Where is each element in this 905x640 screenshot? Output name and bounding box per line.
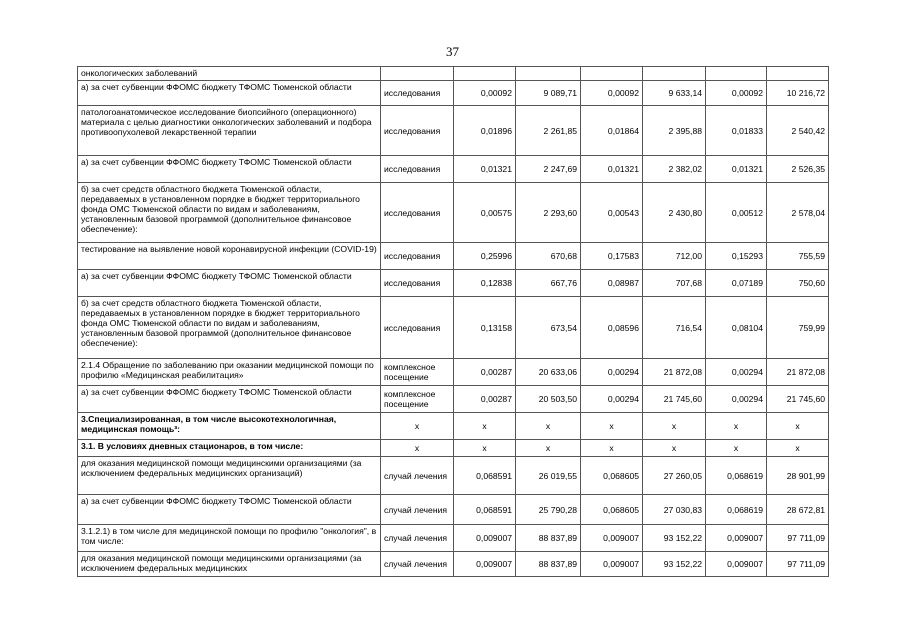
row-value: 0,00287	[454, 359, 516, 386]
row-unit: случай лечения	[381, 495, 454, 525]
row-value: 9 089,71	[516, 81, 581, 106]
row-unit: исследования	[381, 106, 454, 156]
row-value: 0,068605	[581, 457, 643, 495]
page-number: 37	[446, 44, 459, 59]
row-description: а) за счет субвенции ФФОМС бюджету ТФОМС Тюменской области	[78, 270, 381, 297]
row-unit: исследования	[381, 183, 454, 243]
row-value: 9 633,14	[643, 81, 706, 106]
row-unit: исследования	[381, 243, 454, 270]
row-unit: комплексное посещение	[381, 359, 454, 386]
row-value: 0,00294	[581, 386, 643, 413]
row-value: 2 540,42	[767, 106, 829, 156]
row-value: х	[516, 440, 581, 457]
row-description: б) за счет средств областного бюджета Тюменской области, передаваемых в установленном порядке в бюджет территориального фонда ОМС Тюменской области по видам и заболеваниям, установленным базовой программой (дополнительное финансовое обеспечение):	[78, 297, 381, 359]
row-value: 750,60	[767, 270, 829, 297]
row-unit: исследования	[381, 81, 454, 106]
row-value: 0,01896	[454, 106, 516, 156]
row-value: 0,00092	[454, 81, 516, 106]
row-unit: исследования	[381, 297, 454, 359]
table-row	[78, 413, 829, 440]
row-value: 93 152,22	[643, 525, 706, 552]
row-value: 0,08987	[581, 270, 643, 297]
row-value: 0,068619	[706, 457, 767, 495]
row-value: х	[767, 440, 829, 457]
row-value: 97 711,09	[767, 552, 829, 577]
row-value: 0,08104	[706, 297, 767, 359]
row-description: 3.1. В условиях дневных стационаров, в том числе:	[78, 440, 381, 457]
row-value: х	[516, 413, 581, 440]
row-value: 21 872,08	[767, 359, 829, 386]
row-value: 670,68	[516, 243, 581, 270]
row-description: тестирование на выявление новой коронавирусной инфекции (COVID-19)	[78, 243, 381, 270]
row-unit: х	[381, 413, 454, 440]
row-value: 0,00092	[706, 81, 767, 106]
row-unit: случай лечения	[381, 552, 454, 577]
row-value: 0,00294	[706, 386, 767, 413]
table-row	[78, 495, 829, 525]
row-value: 0,00294	[706, 359, 767, 386]
row-value: 0,01864	[581, 106, 643, 156]
row-value: 0,068605	[581, 495, 643, 525]
table-row	[78, 243, 829, 270]
row-value: 673,54	[516, 297, 581, 359]
row-value: 2 578,04	[767, 183, 829, 243]
row-value: х	[454, 440, 516, 457]
row-value: 93 152,22	[643, 552, 706, 577]
row-value: 0,07189	[706, 270, 767, 297]
row-unit: случай лечения	[381, 457, 454, 495]
row-description: для оказания медицинской помощи медицинскими организациями (за исключением федеральных медицинских	[78, 552, 381, 577]
row-value: 755,59	[767, 243, 829, 270]
table-row	[78, 457, 829, 495]
row-value: 0,17583	[581, 243, 643, 270]
row-value	[643, 67, 706, 81]
row-value: 0,01321	[706, 156, 767, 183]
row-value: 712,00	[643, 243, 706, 270]
row-value: 707,68	[643, 270, 706, 297]
row-value: 2 382,02	[643, 156, 706, 183]
row-value: 25 790,28	[516, 495, 581, 525]
row-value: 27 030,83	[643, 495, 706, 525]
row-value	[767, 67, 829, 81]
row-description: а) за счет субвенции ФФОМС бюджету ТФОМС Тюменской области	[78, 386, 381, 413]
row-description: а) за счет субвенции ФФОМС бюджету ТФОМС Тюменской области	[78, 495, 381, 525]
financing-table	[77, 66, 829, 577]
table-row	[78, 156, 829, 183]
row-value: 0,00294	[581, 359, 643, 386]
table-row	[78, 106, 829, 156]
row-value: 21 745,60	[643, 386, 706, 413]
row-value: 2 261,85	[516, 106, 581, 156]
row-description: б) за счет средств областного бюджета Тюменской области, передаваемых в установленном порядке в бюджет территориального фонда ОМС Тюменской области по видам и заболеваниям, установленным базовой программой (дополнительное финансовое обеспечение):	[78, 183, 381, 243]
table-row	[78, 359, 829, 386]
table-row	[78, 81, 829, 106]
table-row	[78, 270, 829, 297]
row-value	[581, 67, 643, 81]
row-value: 759,99	[767, 297, 829, 359]
row-value: 28 672,81	[767, 495, 829, 525]
row-value: 2 430,80	[643, 183, 706, 243]
row-value: 0,009007	[454, 552, 516, 577]
row-unit: случай лечения	[381, 525, 454, 552]
row-value: 0,01833	[706, 106, 767, 156]
row-unit: х	[381, 440, 454, 457]
table-row	[78, 440, 829, 457]
row-value: 21 872,08	[643, 359, 706, 386]
row-value: 2 293,60	[516, 183, 581, 243]
row-value: 20 503,50	[516, 386, 581, 413]
row-value: х	[454, 413, 516, 440]
row-value: 2 247,69	[516, 156, 581, 183]
row-value: х	[706, 413, 767, 440]
table-row	[78, 183, 829, 243]
row-description: для оказания медицинской помощи медицинскими организациями (за исключением федеральных медицинских организаций)	[78, 457, 381, 495]
row-value: 0,01321	[581, 156, 643, 183]
row-value: 27 260,05	[643, 457, 706, 495]
row-description: онкологических заболеваний	[78, 67, 381, 81]
row-unit: комплексное посещение	[381, 386, 454, 413]
row-value	[516, 67, 581, 81]
row-value: х	[767, 413, 829, 440]
row-value: 97 711,09	[767, 525, 829, 552]
row-value: 0,068619	[706, 495, 767, 525]
row-value: 667,76	[516, 270, 581, 297]
row-value: 0,00543	[581, 183, 643, 243]
row-unit: исследования	[381, 156, 454, 183]
table-row	[78, 297, 829, 359]
row-value	[454, 67, 516, 81]
row-value: 0,068591	[454, 457, 516, 495]
row-value: 26 019,55	[516, 457, 581, 495]
table-row	[78, 525, 829, 552]
row-value: х	[643, 413, 706, 440]
row-unit	[381, 67, 454, 81]
row-value: 0,13158	[454, 297, 516, 359]
row-value	[706, 67, 767, 81]
row-value: 0,009007	[581, 552, 643, 577]
row-value: 28 901,99	[767, 457, 829, 495]
row-value: х	[581, 440, 643, 457]
row-value: 10 216,72	[767, 81, 829, 106]
table-row	[78, 386, 829, 413]
row-value: 0,009007	[581, 525, 643, 552]
row-value: х	[706, 440, 767, 457]
row-description: 3.1.2.1) в том числе для медицинской помощи по профилю "онкология", в том числе:	[78, 525, 381, 552]
row-description: патологоанатомическое исследование биопсийного (операционного) материала с целью диагностики онкологических заболеваний и подбора противоопухолевой лекарственной терапии	[78, 106, 381, 156]
row-value: 20 633,06	[516, 359, 581, 386]
row-value: 0,009007	[706, 552, 767, 577]
row-value: 716,54	[643, 297, 706, 359]
row-value: 0,00092	[581, 81, 643, 106]
row-description: 2.1.4 Обращение по заболеванию при оказании медицинской помощи по профилю «Медицинская реабилитация»	[78, 359, 381, 386]
row-value: 0,25996	[454, 243, 516, 270]
row-value: 0,00512	[706, 183, 767, 243]
row-value: х	[643, 440, 706, 457]
row-value: 0,08596	[581, 297, 643, 359]
row-description: 3.Специализированная, в том числе высокотехнологичная, медицинская помощь³:	[78, 413, 381, 440]
row-value: 0,15293	[706, 243, 767, 270]
row-value: 0,00287	[454, 386, 516, 413]
table-row	[78, 67, 829, 81]
row-value: 88 837,89	[516, 525, 581, 552]
row-unit: исследования	[381, 270, 454, 297]
row-description: а) за счет субвенции ФФОМС бюджету ТФОМС Тюменской области	[78, 156, 381, 183]
row-value: 2 395,88	[643, 106, 706, 156]
row-value: 0,009007	[706, 525, 767, 552]
row-value: 2 526,35	[767, 156, 829, 183]
table-row	[78, 552, 829, 577]
row-value: 21 745,60	[767, 386, 829, 413]
row-value: х	[581, 413, 643, 440]
row-value: 0,009007	[454, 525, 516, 552]
row-value: 0,01321	[454, 156, 516, 183]
row-value: 0,068591	[454, 495, 516, 525]
table-body	[78, 67, 829, 577]
row-value: 0,00575	[454, 183, 516, 243]
row-description: а) за счет субвенции ФФОМС бюджету ТФОМС Тюменской области	[78, 81, 381, 106]
row-value: 88 837,89	[516, 552, 581, 577]
row-value: 0,12838	[454, 270, 516, 297]
